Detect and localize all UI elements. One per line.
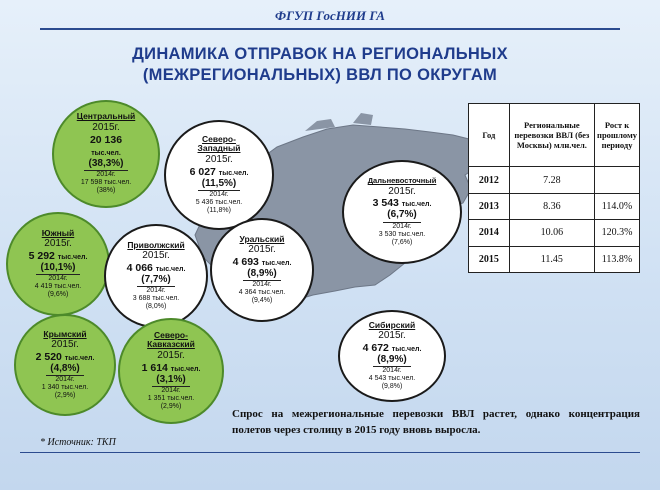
- region-year: 2015г.: [248, 244, 276, 256]
- region-name: Уральский: [239, 233, 285, 244]
- region-prev-year: 2014г.: [48, 275, 68, 283]
- region-prev-year: 2014г.: [55, 376, 75, 384]
- region-share: (6,7%): [383, 209, 420, 223]
- region-value: 1 614 тыс.чел.: [141, 361, 201, 374]
- table-header-row: [469, 104, 640, 167]
- region-share: (4,8%): [46, 363, 83, 377]
- region-prev-value: 1 340 тыс.чел.: [41, 384, 89, 392]
- region-south: [6, 212, 110, 316]
- region-prev-value: 4 543 тыс.чел.: [368, 375, 416, 383]
- region-share: (11,5%): [198, 178, 240, 192]
- region-value: 20 136 тыс.чел.: [89, 133, 123, 157]
- region-prev-share: (2,9%): [54, 392, 76, 400]
- region-value: 6 027 тыс.чел.: [189, 165, 249, 178]
- region-share: (3,1%): [152, 374, 189, 388]
- region-prev-share: (7,6%): [391, 238, 413, 246]
- table-header: Рост к прошлому периоду: [595, 104, 640, 167]
- region-year: 2015г.: [51, 339, 79, 351]
- title-line-1: ДИНАМИКА ОТПРАВОК НА РЕГИОНАЛЬНЫХ: [132, 45, 508, 63]
- region-share: (7,7%): [137, 274, 174, 288]
- page-title: [60, 44, 580, 86]
- region-prev-share: (9,4%): [251, 297, 273, 305]
- region-crimea: [14, 314, 116, 416]
- region-prev-value: 17 598 тыс.чел.: [80, 179, 132, 187]
- region-siberia: [338, 310, 446, 402]
- region-prev-year: 2014г.: [146, 287, 166, 295]
- source-note: * Источник: ТКП: [40, 437, 116, 448]
- summary-note: Спрос на межрегиональные перевозки ВВЛ растет, однако концентрация полетов через столицу в 2015 году вновь выросла.: [232, 408, 640, 436]
- region-prev-year: 2014г.: [209, 191, 229, 199]
- table-cell: 2015: [469, 246, 510, 272]
- region-prev-year: 2014г.: [392, 222, 412, 230]
- region-ural: [210, 218, 314, 322]
- table-row: [469, 246, 640, 272]
- region-share: (38,3%): [84, 158, 127, 172]
- traffic-table: [468, 103, 640, 273]
- region-prev-share: (2,9%): [160, 403, 182, 411]
- table-cell: [595, 167, 640, 193]
- region-north-caucasus: [118, 318, 224, 424]
- table-row: [469, 167, 640, 193]
- region-prev-share: (8,0%): [145, 303, 167, 311]
- region-year: 2015г.: [44, 238, 72, 250]
- table-cell: 11.45: [509, 246, 594, 272]
- region-year: 2015г.: [205, 154, 233, 166]
- table-header: Региональные перевозки ВВЛ (без Москвы) млн.чел.: [509, 104, 594, 167]
- region-name: Северо-Кавказский: [147, 329, 195, 350]
- region-prev-value: 4 364 тыс.чел.: [238, 289, 286, 297]
- region-name: Крымский: [43, 328, 87, 339]
- region-name: Приволжский: [127, 239, 185, 250]
- table-cell: 7.28: [509, 167, 594, 193]
- region-central: [52, 100, 160, 208]
- region-value: 2 520 тыс.чел.: [35, 350, 95, 363]
- organization-name: ФГУП ГосНИИ ГА: [275, 8, 385, 23]
- region-prev-share: (11,8%): [207, 207, 231, 215]
- region-name: Сибирский: [368, 319, 416, 330]
- region-value: 5 292 тыс.чел.: [28, 249, 88, 262]
- region-volga: [104, 224, 208, 328]
- region-prev-year: 2014г.: [382, 367, 402, 375]
- region-prev-year: 2014г.: [161, 387, 181, 395]
- table-cell: 10.06: [509, 220, 594, 246]
- table-cell: 2012: [469, 167, 510, 193]
- region-prev-year: 2014г.: [252, 281, 272, 289]
- region-year: 2015г.: [388, 185, 416, 197]
- table-cell: 113.8%: [595, 246, 640, 272]
- region-year: 2015г.: [157, 350, 185, 362]
- region-prev-share: (38%): [96, 187, 116, 195]
- region-value: 4 693 тыс.чел.: [232, 255, 292, 268]
- table-cell: 2013: [469, 193, 510, 219]
- region-share: (10,1%): [36, 262, 79, 276]
- region-value: 4 066 тыс.чел.: [126, 261, 186, 274]
- table-cell: 114.0%: [595, 193, 640, 219]
- table-header: Год: [469, 104, 510, 167]
- table-cell: 8.36: [509, 193, 594, 219]
- region-prev-value: 3 530 тыс.чел.: [378, 230, 426, 238]
- region-northwest: [164, 120, 274, 230]
- region-share: (8,9%): [243, 268, 280, 282]
- region-fareast: [342, 160, 462, 264]
- region-prev-value: 5 436 тыс.чел.: [195, 199, 243, 207]
- region-value: 3 543 тыс.чел.: [372, 197, 432, 210]
- title-line-2: (МЕЖРЕГИОНАЛЬНЫХ) ВВЛ ПО ОКРУГАМ: [142, 66, 498, 84]
- region-prev-value: 3 688 тыс.чел.: [132, 295, 180, 303]
- table-cell: 120.3%: [595, 220, 640, 246]
- region-name: Южный: [41, 227, 75, 238]
- table-row: [469, 220, 640, 246]
- region-prev-year: 2014г.: [96, 171, 116, 179]
- region-name: Центральный: [76, 111, 136, 122]
- region-prev-share: (9,8%): [381, 383, 403, 391]
- region-name: Дальневосточный: [367, 176, 437, 186]
- region-prev-value: 1 351 тыс.чел.: [147, 395, 195, 403]
- region-name: Северо-Западный: [197, 133, 241, 154]
- region-year: 2015г.: [378, 330, 406, 342]
- region-share: (8,9%): [373, 354, 410, 368]
- table-cell: 2014: [469, 220, 510, 246]
- region-year: 2015г.: [92, 122, 120, 134]
- region-year: 2015г.: [142, 250, 170, 262]
- header-divider: [40, 28, 620, 30]
- region-value: 4 672 тыс.чел.: [362, 341, 422, 354]
- table-row: [469, 193, 640, 219]
- region-prev-value: 4 419 тыс.чел.: [34, 283, 82, 291]
- footer-divider: [20, 452, 640, 453]
- region-prev-share: (9,6%): [47, 291, 69, 299]
